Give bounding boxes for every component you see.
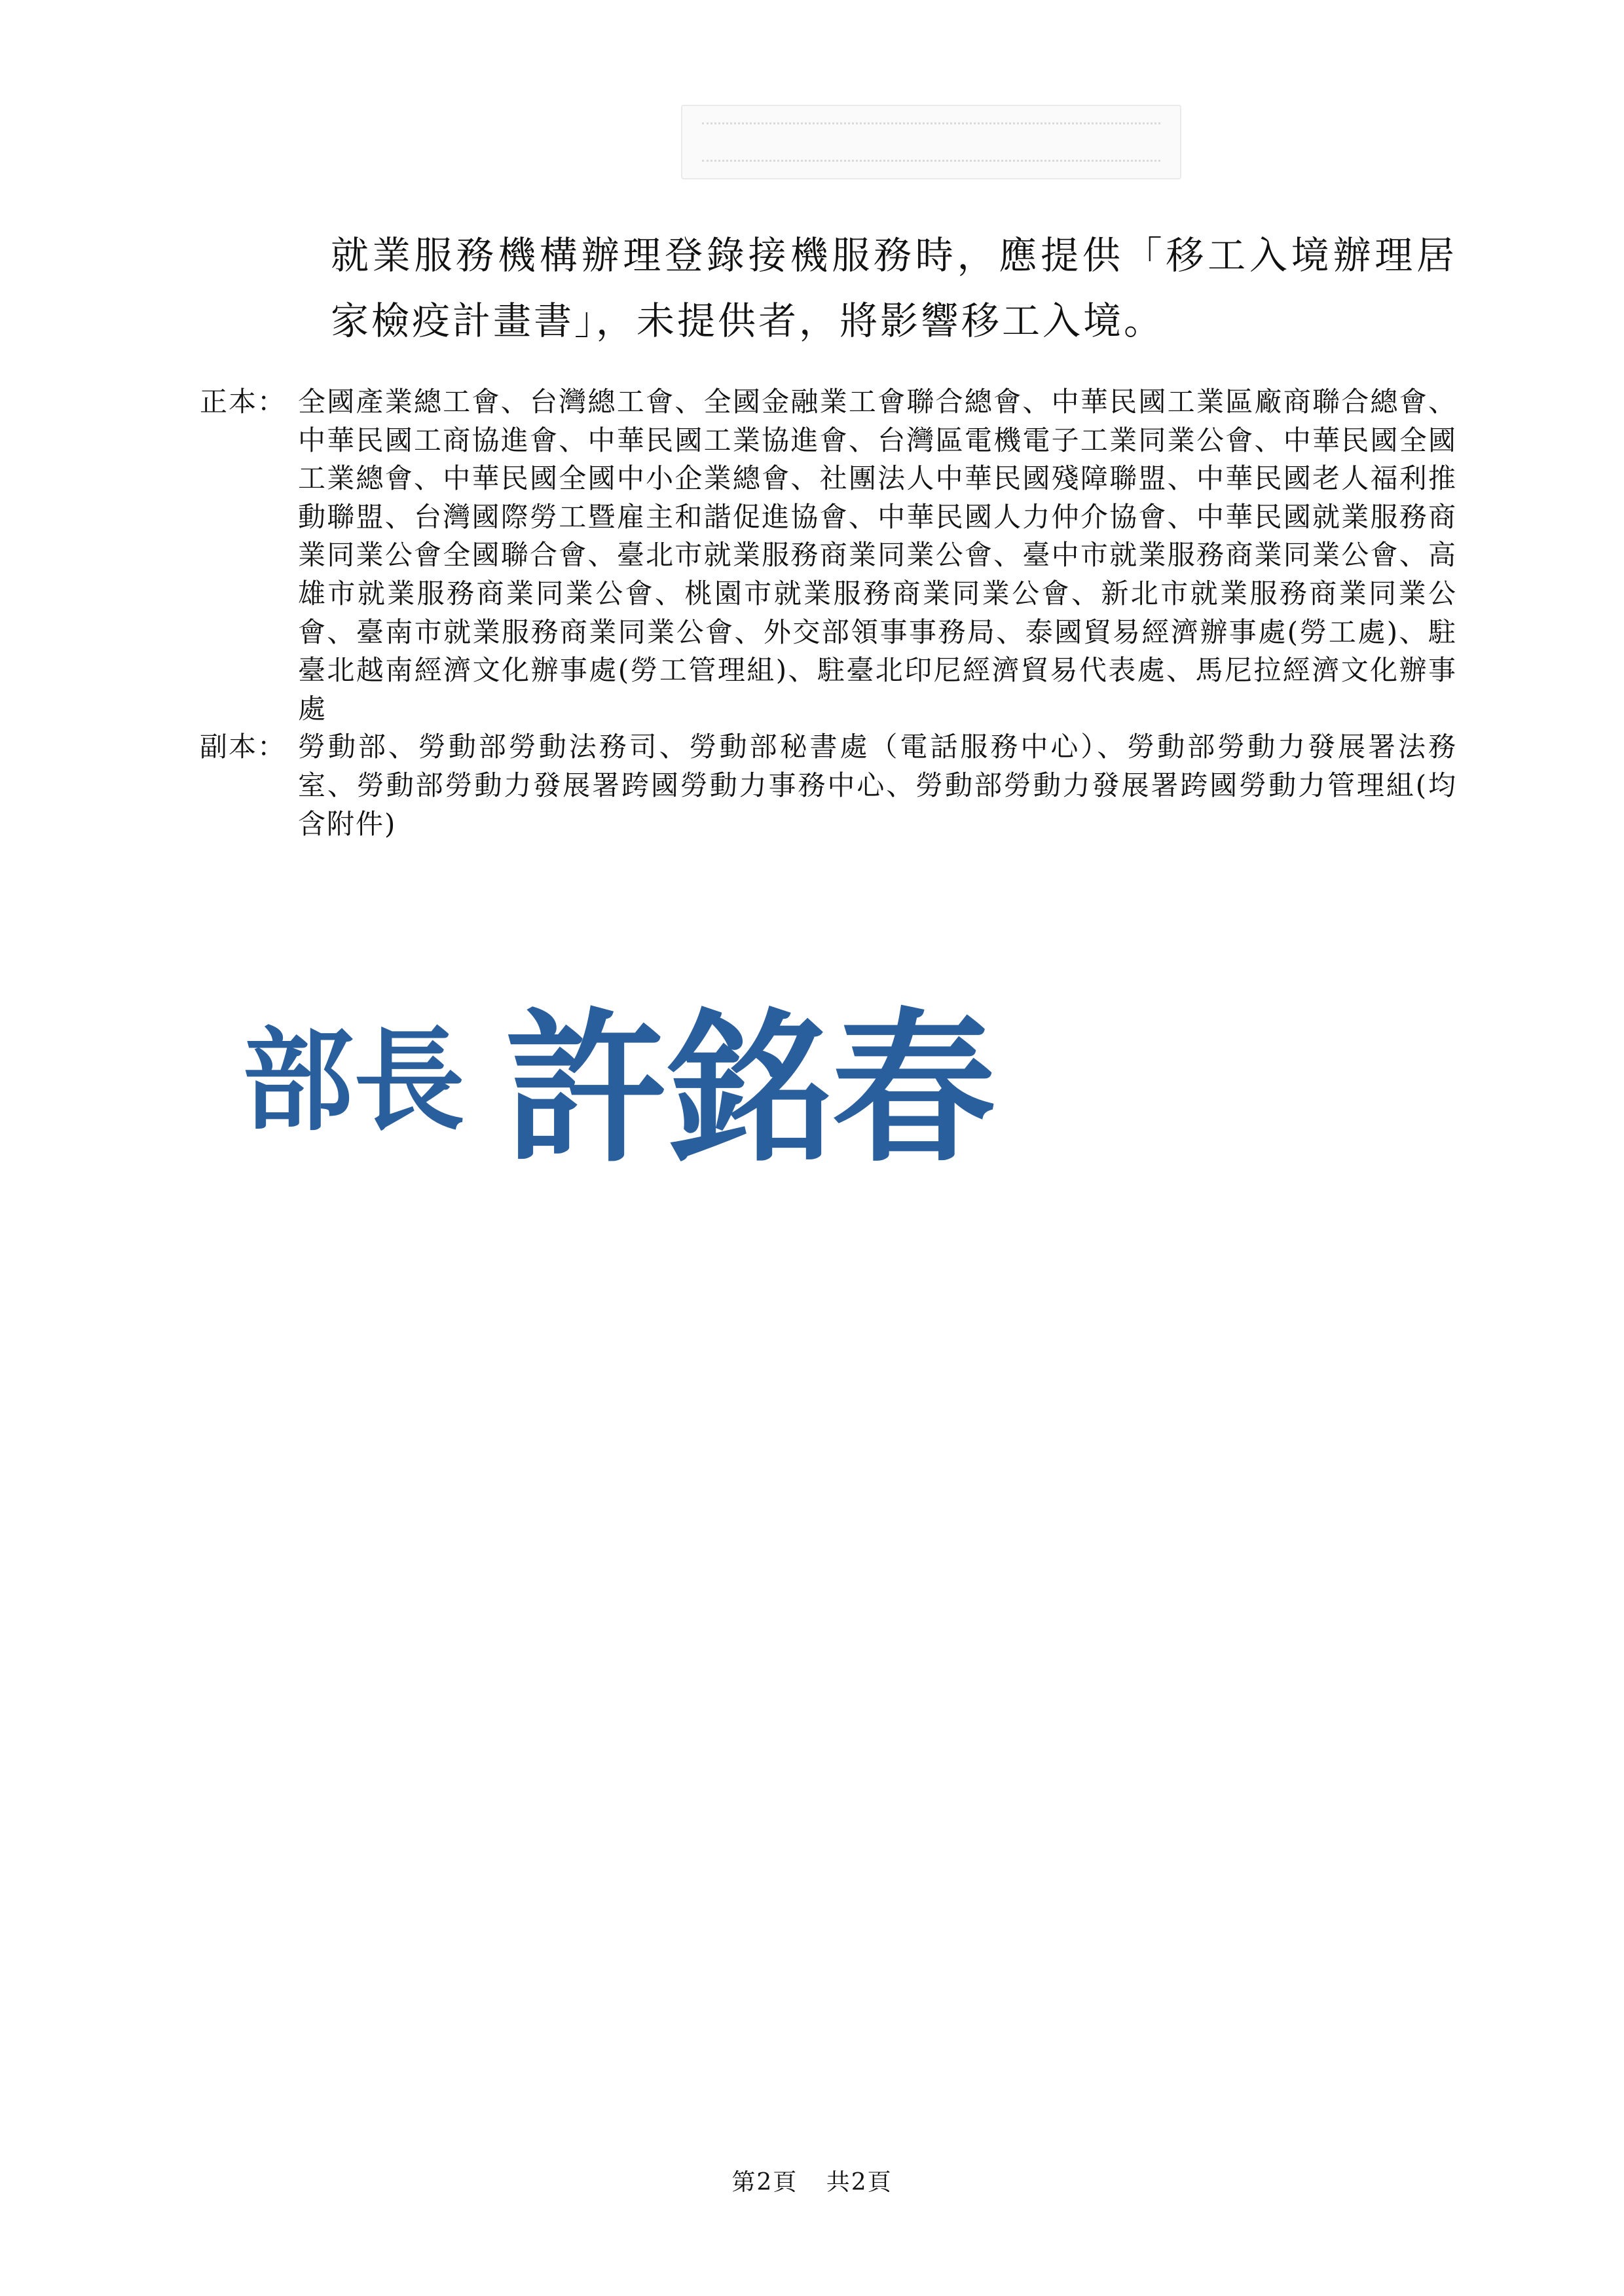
received-stamp-mark — [681, 105, 1181, 179]
stamp-dotted-lines — [702, 122, 1160, 162]
page-number: 第2頁 共2頁 — [731, 2169, 893, 2196]
primary-label: 正本： — [200, 386, 287, 418]
primary-recipients-row — [200, 383, 1457, 728]
distribution-list — [200, 383, 1457, 843]
copy-recipients-row — [200, 728, 1457, 843]
copy-label: 副本： — [200, 731, 287, 763]
minister-signature-seal — [242, 969, 1028, 1192]
body-paragraph: 就業服務機構辦理登錄接機服務時，應提供「移工入境辦理居家檢疫計畫書」，未提供者，將影響移工入境。 — [331, 233, 1457, 343]
signature-title: 部長 — [242, 1015, 466, 1146]
signature-name: 許銘春 — [504, 992, 995, 1184]
primary-recipients: 全國產業總工會、台灣總工會、全國金融業工會聯合總會、中華民國工業區廠商聯合總會、中華民國工商協進會、中華民國工業協進會、台灣區電機電子工業同業公會、中華民國全國工業總會、中華民國全國中小企業總會、社團法人中華民國殘障聯盟、中華民國老人福利推動聯盟、台灣國際勞工暨雇主和諧促進協會、中華民國人力仲介協會、中華民國就業服務商業同業公會全國聯合會、臺北市就業服務商業同業公會、臺中市就業服務商業同業公會、高雄市就業服務商業同業公會、桃園市就業服務商業同業公會、新北市就業服務商業同業公會、臺南市就業服務商業同業公會、外交部領事事務局、泰國貿易經濟辦事處(勞工處)、駐臺北越南經濟文化辦事處(勞工管理組)、駐臺北印尼經濟貿易代表處、馬尼拉經濟文化辦事處 — [298, 386, 1457, 725]
copy-recipients: 勞動部、勞動部勞動法務司、勞動部秘書處（電話服務中心）、勞動部勞動力發展署法務室、勞動部勞動力發展署跨國勞動力事務中心、勞動部勞動力發展署跨國勞動力管理組(均含附件) — [298, 731, 1457, 840]
signature-graphic — [242, 969, 1028, 1192]
